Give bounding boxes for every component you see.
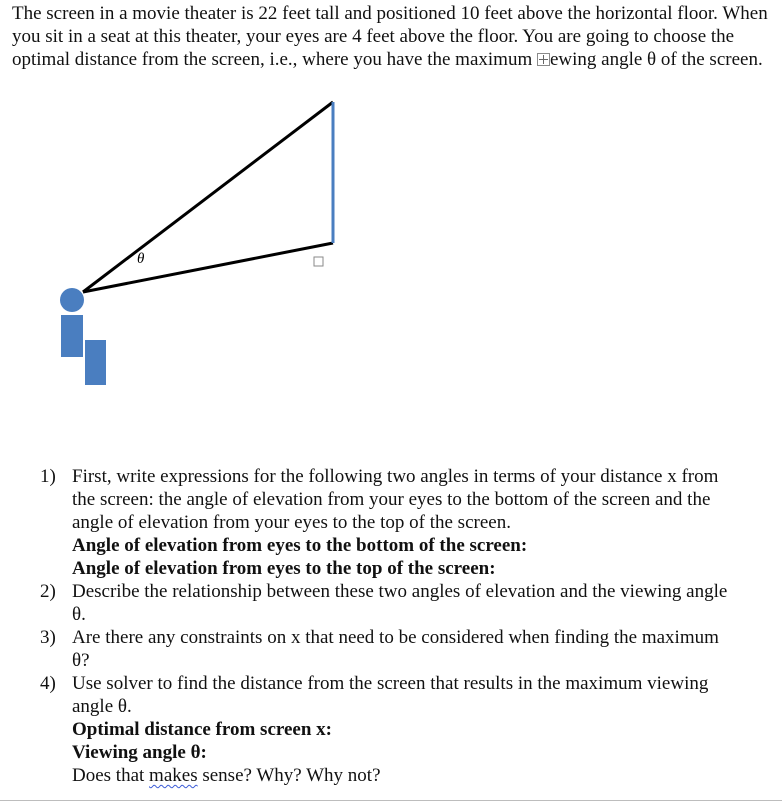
followup-post: sense? Why? Why not? (197, 765, 381, 786)
intro-lead-text: The screen in a movie theater is 22 feet tall and positioned 10 feet above the horizontal floor. When you sit in a seat at this theater, your eyes are 4 feet above the floor. You are going to choose the optimal distance from the screen, i.e., where you have the maximum (12, 3, 768, 70)
followup-question (72, 764, 740, 787)
question-text: First, write expressions for the following two angles in terms of your distance x from the screen: the angle of elevation from your eyes to the bottom of the screen and the angle of elevation from your eyes to the top of the screen. (72, 466, 719, 533)
question-number: 3) (40, 627, 56, 648)
angle-theta-label: θ (137, 251, 145, 267)
question-text: Describe the relationship between these two angles of elevation and the viewing angle θ. (72, 581, 728, 625)
question-4 (40, 672, 740, 787)
theater-diagram (0, 90, 360, 390)
answer-label-optimal-distance: Optimal distance from screen x: (72, 719, 332, 740)
move-handle-icon[interactable] (537, 53, 550, 66)
answer-label-top-elevation: Angle of elevation from eyes to the top of the screen: (72, 558, 496, 579)
question-number: 2) (40, 581, 56, 602)
placeholder-box-icon (314, 257, 323, 266)
sightline-to-bottom (83, 243, 333, 292)
question-number: 4) (40, 673, 56, 694)
viewer-legs (85, 340, 106, 385)
question-text: Are there any constraints on x that need to be considered when finding the maximum θ? (72, 627, 719, 671)
question-number: 1) (40, 466, 56, 487)
question-list (40, 465, 740, 787)
question-3 (40, 626, 740, 672)
sightline-to-top (83, 102, 333, 292)
grammar-flagged-word[interactable]: makes (149, 765, 198, 786)
viewer-torso (61, 315, 83, 357)
viewer-head (60, 288, 84, 312)
answer-label-viewing-angle: Viewing angle θ: (72, 742, 207, 763)
question-2 (40, 580, 740, 626)
answer-label-bottom-elevation: Angle of elevation from eyes to the bottom of the screen: (72, 535, 528, 556)
question-1 (40, 465, 740, 580)
problem-statement (12, 2, 772, 71)
page-bottom-divider (0, 800, 782, 801)
question-text: Use solver to find the distance from the screen that results in the maximum viewing angle θ. (72, 673, 709, 717)
followup-pre: Does that (72, 765, 150, 786)
intro-tail-text: ewing angle θ of the screen. (549, 49, 763, 70)
